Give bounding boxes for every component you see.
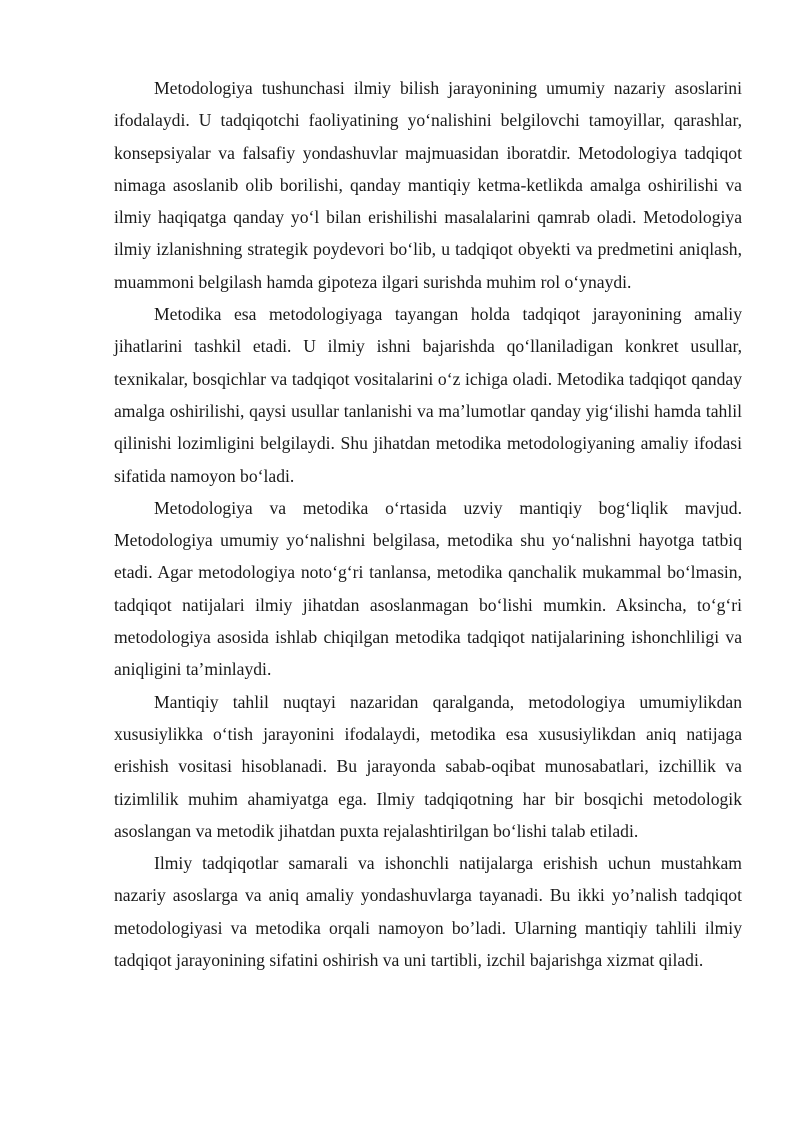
- document-page: [114, 72, 742, 976]
- paragraph-conclusion: Ilmiy tadqiqotlar samarali va ishonchli natijalarga erishish uchun mustahkam nazariy asoslarga va aniq amaliy yondashuvlarga tayanadi. Bu ikki yo’nalish tadqiqot metodologiyasi va metodika orqali namoyon bo’ladi. Ularning mantiqiy tahlili ilmiy tadqiqot jarayonining sifatini oshirish va uni tartibli, izchil bajarishga xizmat qiladi.: [114, 853, 742, 971]
- paragraph-methodics-definition: Metodika esa metodologiyaga tayangan holda tadqiqot jarayonining amaliy jihatlarini tashkil etadi. U ilmiy ishni bajarishda qo‘llaniladigan konkret usullar, texnikalar, bosqichlar va tadqiqot vositalarini o‘z ichiga oladi. Metodika tadqiqot qanday amalga oshirilishi, qaysi usullar tanlanishi va ma’lumotlar qanday yig‘ilishi hamda tahlil qilinishi lozimligini belgilaydi. Shu jihatdan metodika metodologiyaning amaliy ifodasi sifatida namoyon bo‘ladi.: [114, 304, 742, 486]
- paragraph-logical-analysis: Mantiqiy tahlil nuqtayi nazaridan qaralganda, metodologiya umumiylikdan xususiylikka o‘tish jarayonini ifodalaydi, metodika esa xususiylikdan aniq natijaga erishish vositasi hisoblanadi. Bu jarayonda sabab-oqibat munosabatlari, izchillik va tizimlilik muhim ahamiyatga ega. Ilmiy tadqiqotning har bir bosqichi metodologik asoslangan va metodik jihatdan puxta rejalashtirilgan bo‘lishi talab etiladi.: [114, 691, 742, 841]
- paragraph-methodology-concept: Metodologiya tushunchasi ilmiy bilish jarayonining umumiy nazariy asoslarini ifodalaydi. U tadqiqotchi faoliyatining yo‘nalishini belgilovchi tamoyillar, qarashlar, konsepsiyalar va falsafiy yondashuvlar majmuasidan iboratdir. Metodologiya tadqiqot nimaga asoslanib olib borilishi, qanday mantiqiy ketma-ketlikda amalga oshirilishi va ilmiy haqiqatga qanday yo‘l bilan erishilishi masalalarini qamrab oladi. Metodologiya ilmiy izlanishning strategik poydevori bo‘lib, u tadqiqot obyekti va predmetini aniqlash, muammoni belgilash hamda gipoteza ilgari surishda muhim rol o‘ynaydi.: [114, 78, 742, 292]
- paragraph-logical-connection: Metodologiya va metodika o‘rtasida uzviy mantiqiy bog‘liqlik mavjud. Metodologiya umumiy yo‘nalishni belgilasa, metodika shu yo‘nalishni hayotga tatbiq etadi. Agar metodologiya noto‘g‘ri tanlansa, metodika qanchalik mukammal bo‘lmasin, tadqiqot natijalari ilmiy jihatdan asoslanmagan bo‘lishi mumkin. Aksincha, to‘g‘ri metodologiya asosida ishlab chiqilgan metodika tadqiqot natijalarining ishonchliligi va aniqligini ta’minlaydi.: [114, 497, 742, 680]
